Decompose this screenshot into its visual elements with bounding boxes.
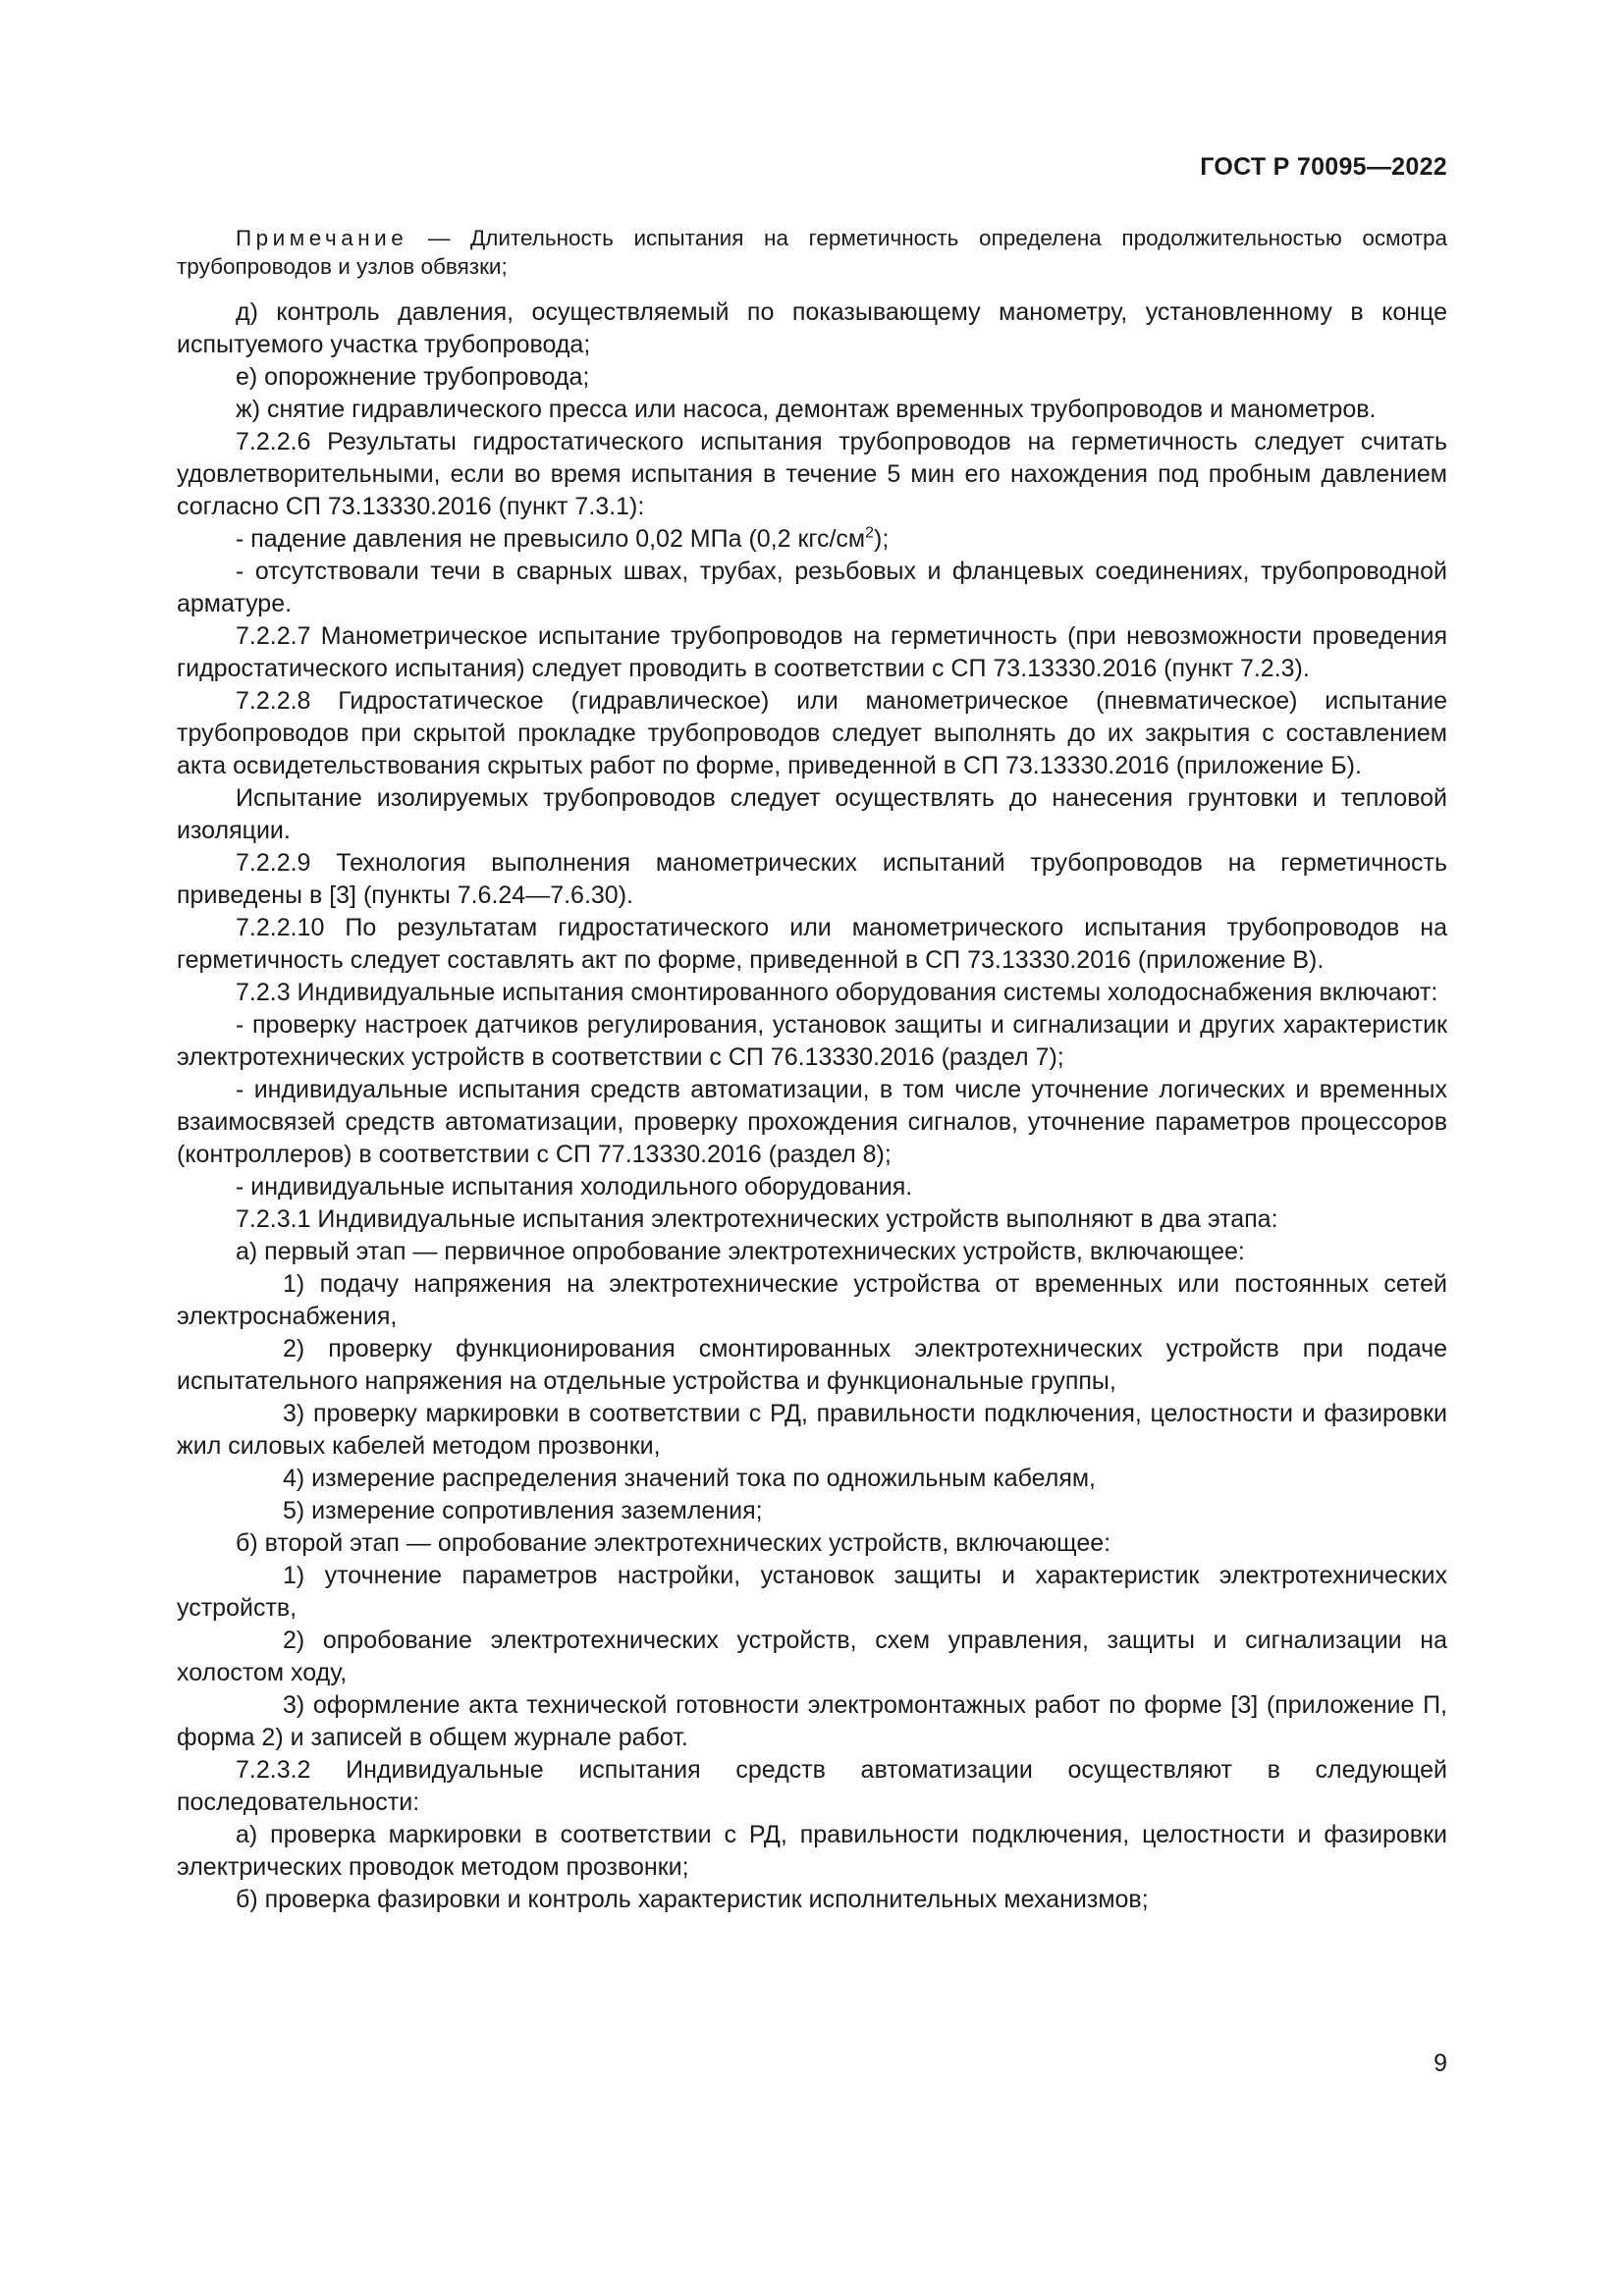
paragraph: д) контроль давления, осуществляемый по показывающему манометру, установленному в конце испытуемого участка трубопровода; [177, 298, 1447, 358]
paragraph: а) первый этап — первичное опробование электротехнических устройств, включающее: [236, 1238, 1245, 1265]
paragraph: б) проверка фазировки и контроль характеристик исполнительных механизмов; [236, 1886, 1149, 1913]
list-item: 5) измерение сопротивления заземления; [283, 1497, 763, 1524]
list-item: 2) проверку функционирования смонтированных электротехнических устройств при подаче испытательного напряжения на отдельные устройства и функциональные группы, [177, 1335, 1447, 1395]
page-content [177, 224, 1447, 1916]
paragraph: е) опорожнение трубопровода; [236, 363, 590, 391]
pressure-superscript: 2 [865, 524, 875, 542]
pressure-text-end: ); [874, 525, 890, 553]
paragraph: 7.2.3 Индивидуальные испытания смонтированного оборудования системы холодоснабжения включают: [236, 979, 1438, 1006]
paragraph: - проверку настроек датчиков регулирования, установок защиты и сигнализации и других характеристик электротехнических устройств в соответствии с СП 76.13330.2016 (раздел 7); [177, 1011, 1447, 1071]
list-item: 3) оформление акта технической готовности электромонтажных работ по форме [3] (приложение П, форма 2) и записей в общем журнале работ. [177, 1691, 1447, 1751]
paragraph: 7.2.2.9 Технология выполнения манометрических испытаний трубопроводов на герметичность приведены в [3] (пункты 7.6.24—7.6.30). [177, 849, 1447, 909]
paragraph: 7.2.2.7 Манометрическое испытание трубопроводов на герметичность (при невозможности проведения гидростатического испытания) следует проводить в соответствии с СП 73.13330.2016 (пункт 7.2.3). [177, 622, 1447, 682]
list-item: 3) проверку маркировки в соответствии с РД, правильности подключения, целостности и фазировки жил силовых кабелей методом прозвонки, [177, 1400, 1447, 1460]
paragraph: ж) снятие гидравлического пресса или насоса, демонтаж временных трубопроводов и манометров. [236, 396, 1377, 423]
paragraph: Испытание изолируемых трубопроводов следует осуществлять до нанесения грунтовки и тепловой изоляции. [177, 784, 1447, 844]
list-item: 1) подачу напряжения на электротехнические устройства от временных или постоянных сетей электроснабжения, [177, 1270, 1447, 1330]
note-paragraph [177, 224, 1447, 281]
paragraph: 7.2.2.6 Результаты гидростатического испытания трубопроводов на герметичность следует считать удовлетворительными, если во время испытания в течение 5 мин его нахождения под пробным давлением согласно СП 73.13330.2016 (пункт 7.3.1): [177, 428, 1447, 520]
paragraph: - индивидуальные испытания холодильного оборудования. [236, 1173, 913, 1201]
note-label: Примечание [236, 226, 408, 250]
list-item: 1) уточнение параметров настройки, установок защиты и характеристик электротехнических устройств, [177, 1562, 1447, 1622]
paragraph: 7.2.3.2 Индивидуальные испытания средств автоматизации осуществляют в следующей последовательности: [177, 1756, 1447, 1816]
document-header: ГОСТ Р 70095—2022 [1200, 153, 1447, 181]
paragraph: 7.2.3.1 Индивидуальные испытания электротехнических устройств выполняют в два этапа: [236, 1205, 1278, 1233]
list-item: 4) измерение распределения значений тока по одножильным кабелям, [283, 1465, 1097, 1492]
paragraph: б) второй этап — опробование электротехнических устройств, включающее: [236, 1529, 1111, 1557]
paragraph: 7.2.2.8 Гидростатическое (гидравлическое) или манометрическое (пневматическое) испытание трубопроводов при скрытой прокладке трубопроводов следует выполнять до их закрытия с составлением акта освидетельствования скрытых работ по форме, приведенной в СП 73.13330.2016 (приложение Б). [177, 687, 1447, 779]
paragraph: - индивидуальные испытания средств автоматизации, в том числе уточнение логических и временных взаимосвязей средств автоматизации, проверку прохождения сигналов, уточнение параметров процессоров (контроллеров) в соответствии с СП 77.13330.2016 (раздел 8); [177, 1076, 1447, 1168]
paragraph: - отсутствовали течи в сварных швах, трубах, резьбовых и фланцевых соединениях, трубопроводной арматуре. [177, 558, 1447, 617]
paragraph: а) проверка маркировки в соответствии с РД, правильности подключения, целостности и фазировки электрических проводок методом прозвонки; [177, 1821, 1447, 1881]
pressure-text: - падение давления не превысило 0,02 МПа (0,2 кгс/см [236, 525, 866, 553]
list-item: 2) опробование электротехнических устройств, схем управления, защиты и сигнализации на холостом ходу, [177, 1627, 1447, 1686]
note-text: — Длительность испытания на герметичность определена продолжительностью осмотра трубопроводов и узлов обвязки; [177, 226, 1447, 279]
page-number: 9 [1434, 2050, 1447, 2077]
paragraph: 7.2.2.10 По результатам гидростатического или манометрического испытания трубопроводов на герметичность следует составлять акт по форме, приведенной в СП 73.13330.2016 (приложение В). [177, 914, 1447, 974]
pressure-paragraph [177, 523, 1447, 556]
